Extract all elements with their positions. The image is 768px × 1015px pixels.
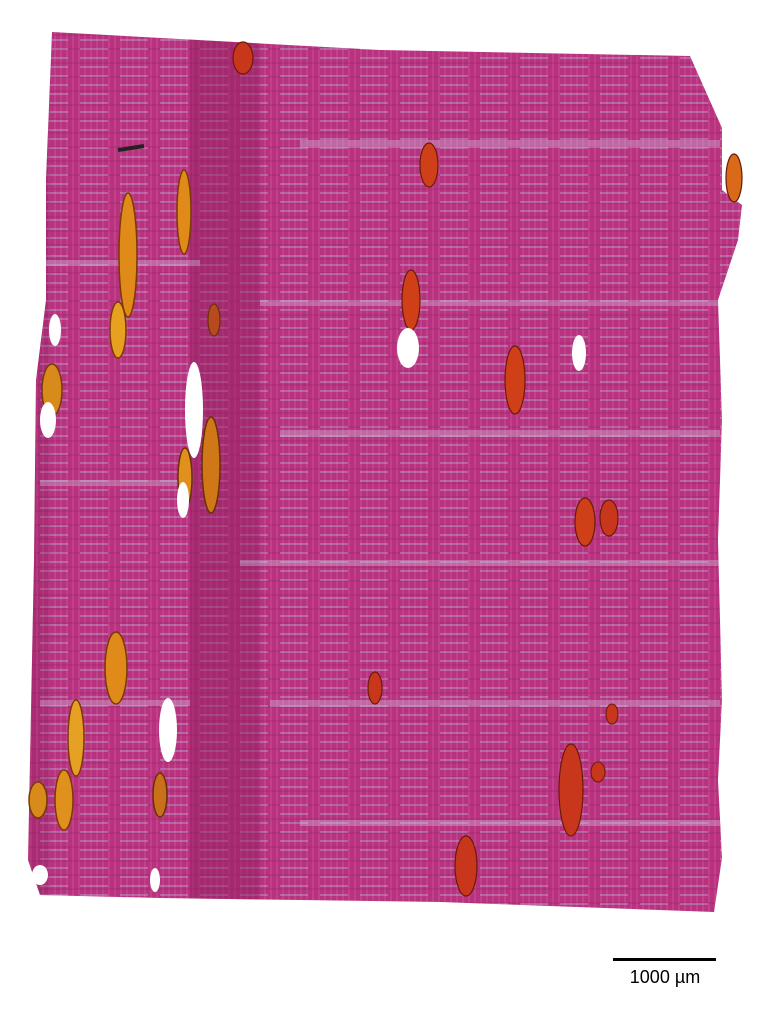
growth-ring-band [190,0,260,940]
scale-bar-label: 1000 µm [629,967,701,987]
scale-bar [613,958,717,988]
scale-bar-line [613,958,716,961]
